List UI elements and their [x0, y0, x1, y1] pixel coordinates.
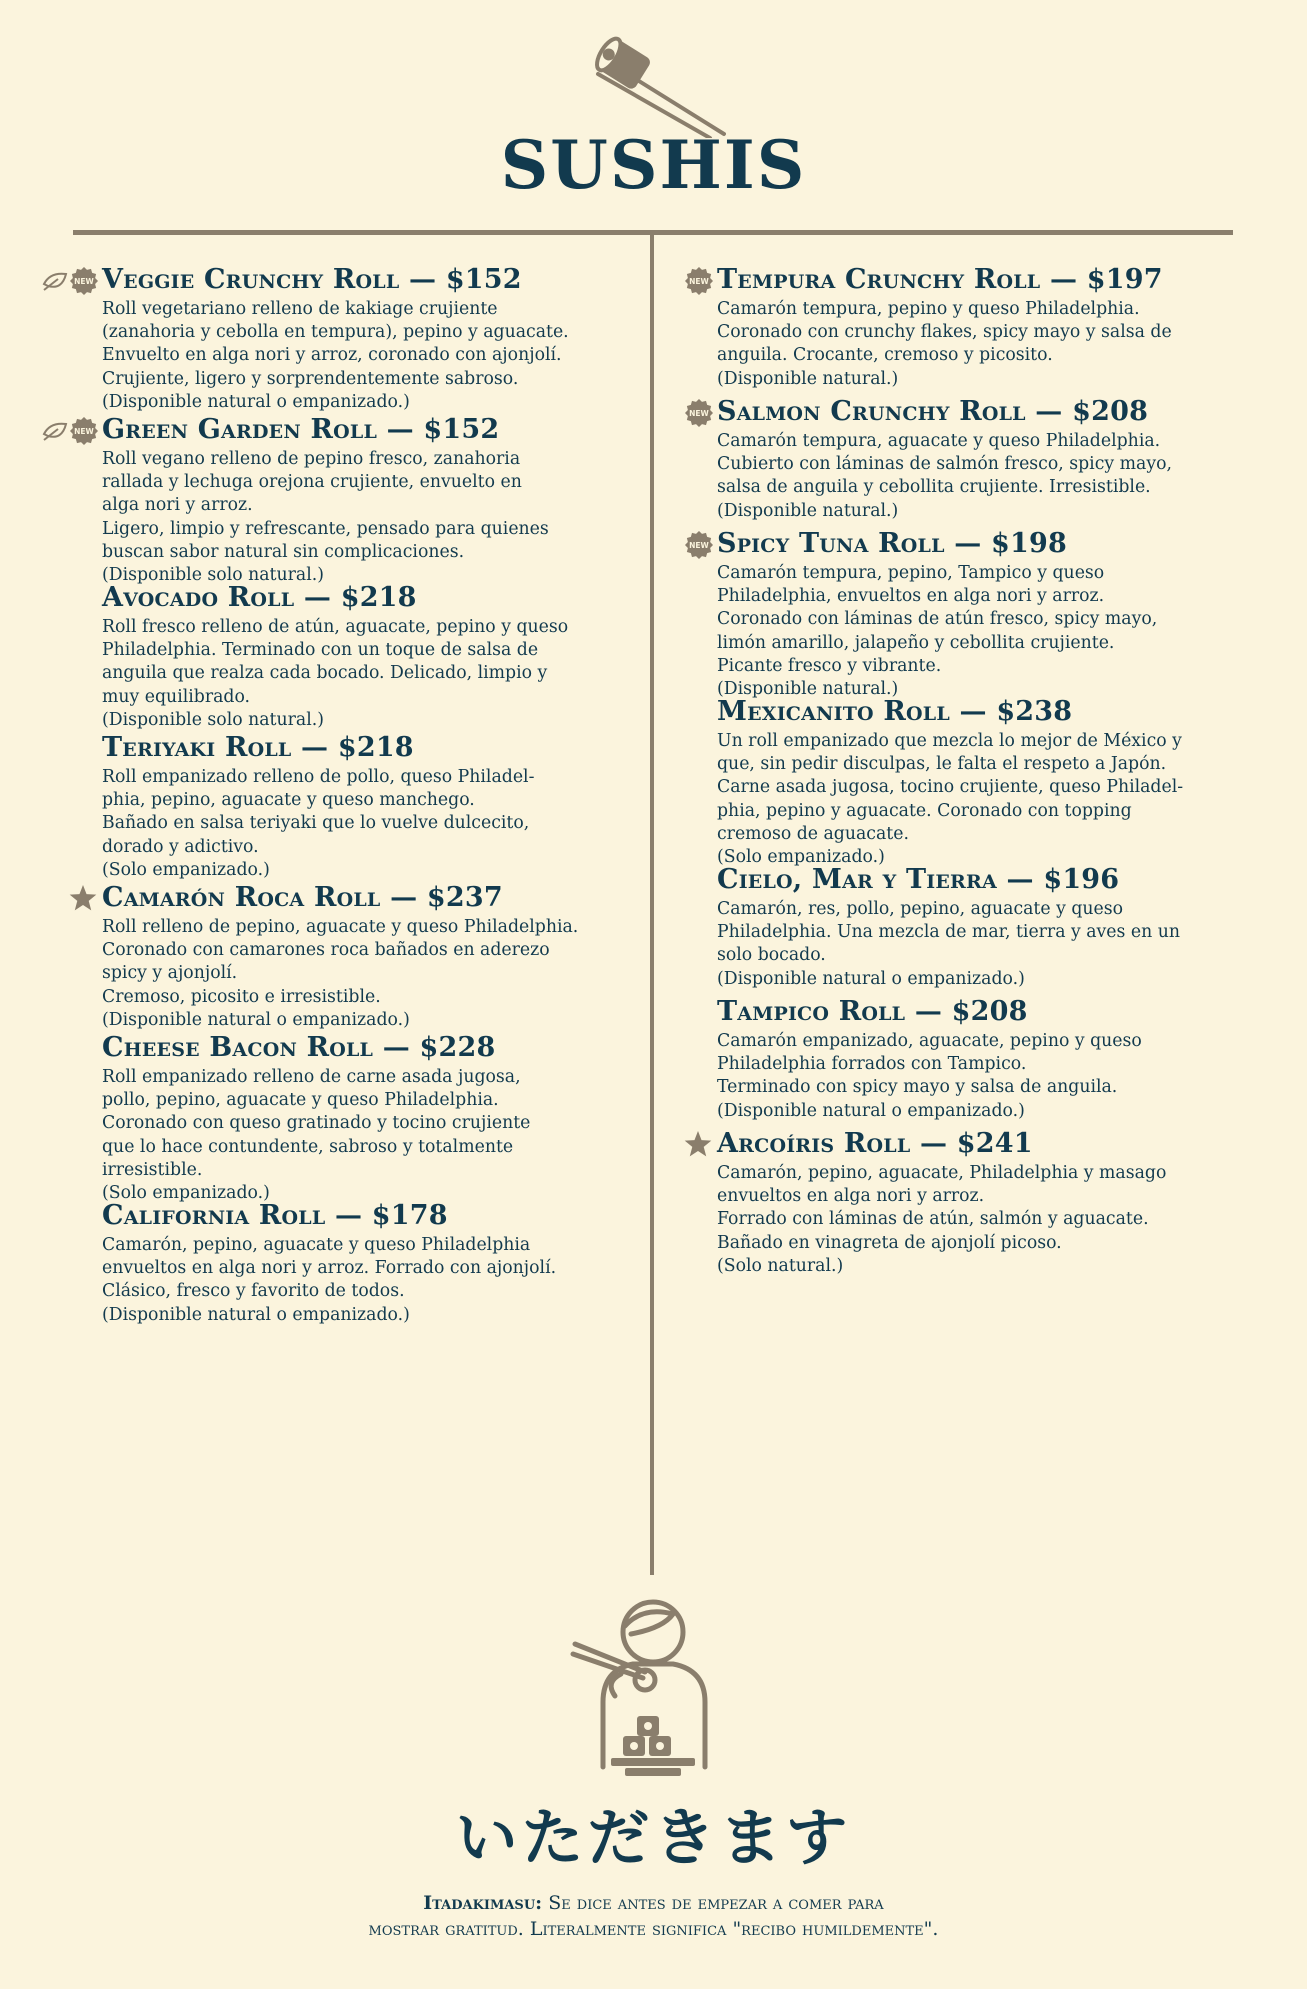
- page-title: SUSHIS: [500, 126, 807, 204]
- star-icon: [68, 884, 98, 914]
- menu-item-description: Roll vegetariano relleno de kakiage crujiente (zanahoria y cebolla en tempura), pepino y aguacate. Envuelto en alga nori y arroz, coronado con ajonjolí. Crujiente, ligero y sorprendentemente sabroso. (Disponible natural o empanizado.): [102, 299, 569, 412]
- menu-item: [74, 262, 622, 414]
- menu-item-name: Green Garden Roll — $152: [102, 414, 500, 445]
- menu-item-header: [717, 1126, 1237, 1162]
- menu-item-header: [102, 880, 622, 916]
- menu-item: [717, 862, 1237, 991]
- menu-item-description: Camarón, res, pollo, pepino, aguacate y queso Philadelphia. Una mezcla de mar, tierra y aves en un solo bocado. (Disponible natural o empanizado.): [717, 899, 1181, 989]
- menu-item-header: [689, 526, 1237, 562]
- menu-item-header: [102, 1198, 622, 1234]
- menu-item-header: [717, 994, 1237, 1030]
- new-badge-icon: [685, 531, 713, 559]
- menu-item-description: Un roll empanizado que mezcla lo mejor de México y que, sin pedir disculpas, le falta el respeto a Japón. Carne asada jugosa, tocino crujiente, queso Philadel- phia, pepino y aguacate. Coronado con topping cremoso de aguacate. (Solo empanizado.): [717, 731, 1184, 868]
- menu-item-name: Camarón Roca Roll — $237: [102, 882, 503, 913]
- menu-item: [102, 1198, 622, 1327]
- menu-item: [102, 580, 622, 732]
- svg-text:NEW: NEW: [689, 541, 709, 550]
- menu-item: [102, 1030, 622, 1205]
- menu-item-header: [74, 412, 622, 448]
- menu-item-header: [717, 694, 1237, 730]
- star-icon: [683, 1130, 713, 1160]
- menu-item-description: Roll vegano relleno de pepino fresco, zanahoria rallada y lechuga orejona crujiente, envuelto en alga nori y arroz. Ligero, limpio y refrescante, pensado para quienes buscan sabor natural sin complicaciones. (Disponible solo natural.): [102, 449, 549, 586]
- svg-text:NEW: NEW: [74, 427, 94, 436]
- sushi-chopsticks-icon: [584, 34, 726, 138]
- menu-item-name: Avocado Roll — $218: [102, 582, 417, 613]
- menu-item: [102, 880, 622, 1032]
- column-divider: [650, 235, 654, 1575]
- menu-item-header: [102, 580, 622, 616]
- menu-item: [717, 1126, 1237, 1278]
- menu-item-description: Camarón, pepino, aguacate y queso Philadelphia envueltos en alga nori y arroz. Forrado con ajonjolí. Clásico, fresco y favorito de todos. (Disponible natural o empanizado.): [102, 1235, 557, 1325]
- menu-item: [717, 994, 1237, 1123]
- new-badge-icon: [70, 417, 98, 445]
- new-badge-icon: [685, 399, 713, 427]
- menu-item-name: Arcoíris Roll — $241: [717, 1128, 1033, 1159]
- menu-item-description: Camarón empanizado, aguacate, pepino y queso Philadelphia forrados con Tampico. Terminado con spicy mayo y salsa de anguila. (Disponible natural o empanizado.): [717, 1031, 1142, 1121]
- menu-item-description: Camarón tempura, pepino, Tampico y queso Philadelphia, envueltos en alga nori y arroz. Coronado con láminas de atún fresco, spicy mayo, limón amarillo, jalapeño y cebollita crujiente. Picante fresco y vibrante. (Disponible natural.): [717, 563, 1158, 700]
- menu-item-name: Tempura Crunchy Roll — $197: [717, 264, 1163, 295]
- menu-item-description: Roll fresco relleno de atún, aguacate, pepino y queso Philadelphia. Terminado con un toque de salsa de anguila que realza cada bocado. Delicado, limpio y muy equilibrado. (Disponible solo natural.): [102, 617, 569, 730]
- menu-item: [689, 262, 1237, 391]
- menu-item: [717, 694, 1237, 869]
- menu-item-header: [102, 730, 622, 766]
- menu-item-name: Teriyaki Roll — $218: [102, 732, 414, 763]
- menu-item-header: [717, 862, 1237, 898]
- menu-item: [102, 730, 622, 882]
- leaf-icon: [42, 420, 68, 442]
- svg-text:NEW: NEW: [689, 277, 709, 286]
- menu-item-description: Roll empanizado relleno de pollo, queso Philadel- phia, pepino, aguacate y queso manchego. Bañado en salsa teriyaki que lo vuelve dulcecito, dorado y adictivo. (Solo empanizado.): [102, 767, 535, 880]
- menu-item-name: Cheese Bacon Roll — $228: [102, 1032, 496, 1063]
- menu-item-name: California Roll — $178: [102, 1200, 448, 1231]
- footnote: [0, 1890, 1307, 1942]
- menu-item-header: [689, 394, 1237, 430]
- menu-item: [74, 412, 622, 587]
- menu-item-name: Salmon Crunchy Roll — $208: [717, 396, 1149, 427]
- menu-item-name: Cielo, Mar y Tierra — $196: [717, 864, 1120, 895]
- svg-text:NEW: NEW: [689, 409, 709, 418]
- svg-text:NEW: NEW: [74, 277, 94, 286]
- menu-item-name: Spicy Tuna Roll — $198: [717, 528, 1067, 559]
- menu-item-description: Camarón, pepino, aguacate, Philadelphia y masago envueltos en alga nori y arroz. Forrado con láminas de atún, salmón y aguacate. Bañado en vinagreta de ajonjolí picoso. (Solo natural.): [717, 1163, 1167, 1276]
- menu-item-description: Camarón tempura, aguacate y queso Philadelphia. Cubierto con láminas de salmón fresco, spicy mayo, salsa de anguila y cebollita crujiente. Irresistible. (Disponible natural.): [717, 431, 1172, 521]
- menu-item-description: Camarón tempura, pepino y queso Philadelphia. Coronado con crunchy flakes, spicy mayo y salsa de anguila. Crocante, cremoso y picosito. (Disponible natural.): [717, 299, 1172, 389]
- menu-item: [689, 526, 1237, 701]
- new-badge-icon: [70, 267, 98, 295]
- menu-item-name: Mexicanito Roll — $238: [717, 696, 1073, 727]
- new-badge-icon: [685, 267, 713, 295]
- closing-phrase: いただきます: [455, 1801, 852, 1874]
- menu-item-header: [102, 1030, 622, 1066]
- leaf-icon: [42, 270, 68, 292]
- footnote-line2: mostrar gratitud. Literalmente significa "recibo humildemente".: [368, 1918, 939, 1940]
- menu-item-header: [74, 262, 622, 298]
- menu-item-description: Roll relleno de pepino, aguacate y queso Philadelphia. Coronado con camarones roca bañados en aderezo spicy y ajonjolí. Cremoso, picosito e irresistible. (Disponible natural o empanizado.): [102, 917, 579, 1030]
- menu-item-header: [689, 262, 1237, 298]
- menu-item-name: Tampico Roll — $208: [717, 996, 1028, 1027]
- chef-eating-sushi-icon: [563, 1592, 743, 1782]
- menu-item-description: Roll empanizado relleno de carne asada jugosa, pollo, pepino, aguacate y queso Philadelphia. Coronado con queso gratinado y tocino crujiente que lo hace contundente, sabroso y totalmente irresistible. (Solo empanizado.): [102, 1067, 531, 1204]
- menu-item-name: Veggie Crunchy Roll — $152: [102, 264, 522, 295]
- footnote-term: Itadakimasu:: [423, 1892, 543, 1914]
- footnote-line1: Se dice antes de empezar a comer para: [542, 1892, 884, 1914]
- menu-item: [689, 394, 1237, 523]
